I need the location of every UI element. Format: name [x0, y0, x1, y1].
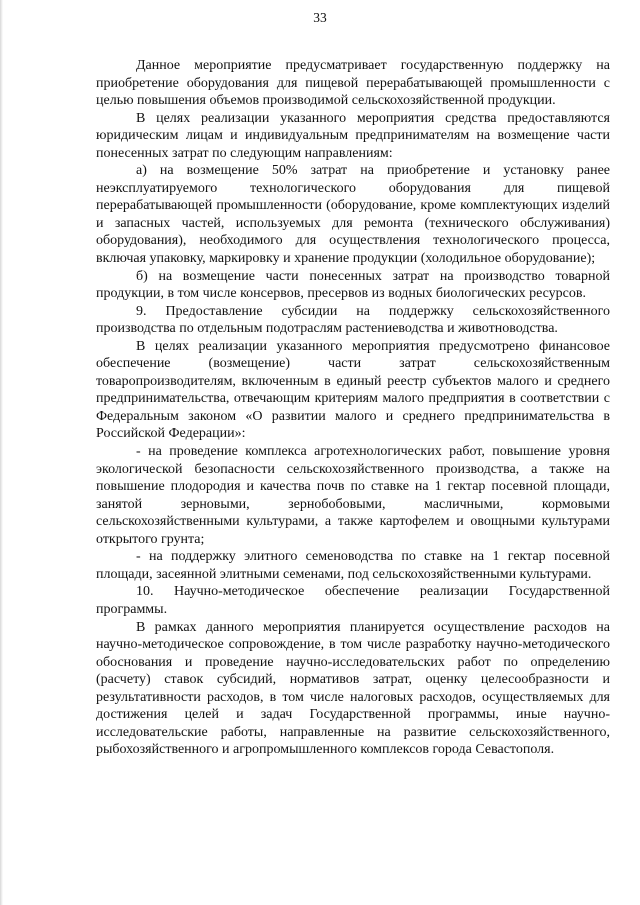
paragraph-item-a: а) на возмещение 50% затрат на приобретение и установку ранее неэксплуатируемого технологического оборудования для пищевой перерабатывающей промышленности (оборудование, кроме комплектующих изделий и запасных частей, используемых для ремонта (технического обслуживания) оборудования), необходимого для осуществления технологического процесса, включая упаковку, маркировку и хранение продукции (холодильное оборудование); — [96, 163, 610, 267]
paragraph-elite-seeds: - на поддержку элитного семеноводства по ставке на 1 гектар посевной площади, засеянной элитными семенами, под сельскохозяйственными культурами. — [96, 549, 610, 582]
paragraph-section-9-body: В целях реализации указанного мероприятия предусмотрено финансовое обеспечение (возмещение) части затрат сельскохозяйственным товаропроизводителям, включенным в единый реестр субъектов малого и среднего предпринимательства, отвечающим критериям малого предприятия в соответствии с Федеральным законом «О развитии малого и среднего предпринимательства в Российской Федерации»: — [96, 338, 610, 442]
document-body — [96, 57, 610, 759]
paragraph-item-b: б) на возмещение части понесенных затрат на производство товарной продукции, в том числе консервов, пресервов из водных биологических ресурсов. — [96, 268, 610, 302]
paragraph-funding-directions: В целях реализации указанного мероприятия средства предоставляются юридическим лицам и индивидуальным предпринимателям на возмещение части понесенных затрат по следующим направлениям: — [96, 110, 610, 161]
page-number: 33 — [313, 10, 327, 25]
paragraph-section-10-heading: 10. Научно-методическое обеспечение реализации Государственной программы. — [96, 584, 610, 617]
paragraph-equipment-support: Данное мероприятие предусматривает государственную поддержку на приобретение оборудования для пищевой перерабатывающей промышленности с целью повышения объемов производимой сельскохозяйственной продукции. — [96, 58, 610, 109]
paragraph-section-9-heading: 9. Предоставление субсидии на поддержку сельскохозяйственного производства по отдельным подотраслям растениеводства и животноводства. — [96, 303, 610, 337]
paragraph-agrotech-works: - на проведение комплекса агротехнологических работ, повышение уровня экологической безопасности сельскохозяйственного производства, а также на повышение плодородия и качества почв по ставке на 1 гектар посевной площади, занятой зерновыми, зернобобовыми, масличными, кормовыми сельскохозяйственными культурами, а также картофелем и овощными культурами открытого грунта; — [96, 444, 610, 547]
paragraph-section-10-body: В рамках данного мероприятия планируется осуществление расходов на научно-методическое сопровождение, в том числе разработку научно-методического обоснования и проведение научно-исследовательских работ по определению (расчету) ставок субсидий, нормативов затрат, оценку целесообразности и результативности расходов, в том числе налоговых расходов, осуществляемых для достижения целей и задач Государственной программы, иные научно-исследовательские работы, направленные на развитие сельскохозяйственного, рыбохозяйственного и агропромышленного комплексов города Севастополя. — [96, 619, 610, 758]
scan-edge — [0, 0, 3, 905]
